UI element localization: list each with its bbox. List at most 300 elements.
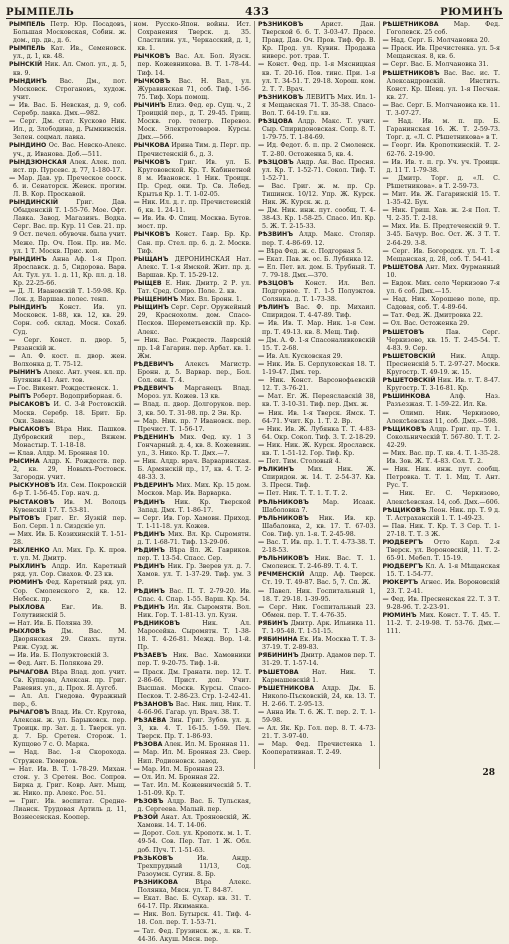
directory-entry bbox=[134, 669, 252, 701]
entry-details: Екат. Пав. ж. ос. Б. Лубянка 12. bbox=[266, 255, 374, 263]
entry-surname: РЫСАКОВЪ bbox=[9, 425, 51, 433]
entry-surname: РЫЧКОВА bbox=[133, 142, 170, 150]
entry-surname: — bbox=[133, 514, 140, 522]
entry-surname: — bbox=[133, 336, 140, 344]
directory-entry bbox=[134, 385, 252, 401]
entry-details: Григ. Дав. Обыденскій Т. 1-55-76. Мое. Офт. Лавка. Завод. Магазинъ. Водка. Серг. Вас. пр. Кур. 11 Сев. 21. пр. 9 Ост. печел. обувочн. была учит. Меже. Пр. Оч. Пон. Пр. ив. Мс. ул. 1 Т. Москв. Прис. коп. bbox=[13, 199, 127, 255]
entry-details: Евдок. Мих. село Черкизово 7-я ул. 6 соб. Дмх.—15. bbox=[386, 280, 500, 296]
directory-entry bbox=[134, 102, 252, 142]
directory-entry bbox=[383, 296, 501, 312]
directory-entry bbox=[383, 539, 501, 563]
entry-details: Праск. Дм. Гранатн. пер. 12. Т. 2-86-66. Прист. доп. Учит. Высшая. Москв. Курсы. Спасо-Песков. Т. 2-86-23. Стр. 1-2-42-41. bbox=[137, 668, 251, 700]
entry-surname: РЫНСКІЙ bbox=[9, 61, 43, 69]
directory-entry bbox=[383, 563, 501, 579]
entry-surname: РЫНДИНЪ bbox=[9, 304, 47, 312]
entry-details: Пет. Тим. Столовый 4. bbox=[266, 458, 341, 466]
entry-surname: РѢЗВИНЪ bbox=[258, 231, 294, 239]
directory-entry bbox=[258, 620, 376, 636]
entry-details: Вѣра Фед. ж. с. Подгорная 5. bbox=[266, 247, 363, 255]
entry-surname: — bbox=[382, 174, 389, 182]
directory-entry bbox=[9, 660, 127, 668]
directory-entry bbox=[134, 458, 252, 482]
directory-entry bbox=[258, 725, 376, 741]
entry-surname: — bbox=[258, 458, 265, 466]
directory-entry bbox=[258, 571, 376, 587]
directory-entry bbox=[9, 669, 127, 693]
directory-entry bbox=[383, 70, 501, 102]
entry-details: Алдр. К. Рождеств. пер. 2, кв. 29, Новыхъ-Ростовск. Загородн. учит. bbox=[13, 458, 127, 482]
directory-entry bbox=[9, 78, 127, 102]
entry-details: Ник. Вас. Т. 1. Смоленск. Т. 2-46-89. Т. 4. Т. bbox=[262, 555, 376, 571]
entry-details: Конст. Ив. ул. Московск. 1-88, кв. 12, кв. 29. Сорн. соб. склад. Мосн. Сохаб. Суд. bbox=[13, 304, 127, 336]
directory-entry bbox=[383, 102, 501, 118]
entry-surname: — bbox=[382, 190, 389, 198]
entry-surname: — bbox=[382, 142, 389, 150]
entry-details: Вѣра Алекс. Полянка, Мясн. ул. Т. 84-87. bbox=[137, 878, 251, 895]
directory-entry bbox=[383, 207, 501, 223]
directory-entry bbox=[383, 248, 501, 264]
directory-entry bbox=[258, 410, 376, 426]
entry-surname: РѢДИНЪ bbox=[133, 530, 165, 538]
entry-details: Роберт. Водоприборная. 6. bbox=[32, 393, 123, 401]
entry-details: Алдр. Дм. Б. Николо-Пъсковскій, 24, кв. 13. Т. Н. 2-66. Т. 2-95-13. bbox=[262, 684, 376, 708]
entry-details: Ид. Федот. б. п. пр. 2 Смоленск. Т. 2-80. Остоженка 5, кв. 4. bbox=[262, 142, 376, 158]
directory-entry bbox=[258, 393, 376, 409]
directory-entry bbox=[9, 393, 127, 401]
entry-details: Нат. Ив. Б. Поляна 39. bbox=[17, 619, 93, 627]
entry-details: Мар. Дав. ур. Преческое сооск. б. и. Сенаторск. Женск. прогим. Л. В. Кор. Проскавой. bbox=[13, 174, 127, 198]
entry-surname: РѢДЕНИНЪ bbox=[133, 433, 175, 441]
entry-surname: — bbox=[258, 255, 265, 263]
entry-surname: — bbox=[133, 773, 140, 781]
entry-details: Ос. Вас. Невско-Алекс. уч., д. Иванова. Доб.—511. bbox=[13, 142, 127, 158]
directory-entry bbox=[258, 466, 376, 490]
entry-surname: — bbox=[258, 441, 265, 449]
entry-surname: — bbox=[382, 61, 389, 69]
directory-entry bbox=[258, 741, 376, 757]
entry-surname: РЫЧИНЪ bbox=[133, 101, 166, 109]
directory-entry bbox=[258, 588, 376, 604]
entry-surname: — bbox=[382, 158, 389, 166]
entry-details: Олимп. Ник. Черкизово, Алексѣевская 11, соб. Дмх.—598. bbox=[386, 409, 500, 425]
entry-surname: РЫТОВЪ bbox=[9, 514, 40, 522]
entry-surname: — bbox=[9, 660, 16, 668]
entry-surname: РЫХЛОВЪ bbox=[9, 628, 46, 636]
entry-details: Ник. Ив. Б. Серпуховская 18. Т. 1-19-47. Дмх. тер. bbox=[262, 360, 376, 377]
entry-details: Тат. Фед. Ж. Дмитровка 22. bbox=[390, 312, 483, 320]
entry-surname: РѢДЕВИЧЪ bbox=[133, 360, 174, 368]
entry-surname: РЫСИНА bbox=[9, 458, 40, 466]
entry-surname: РѢЗЦОВЪ bbox=[258, 158, 294, 166]
entry-surname: РѢШЕТНИКОВЪ bbox=[382, 69, 440, 77]
column-3 bbox=[254, 21, 379, 769]
entry-surname: — bbox=[258, 741, 265, 749]
directory-entry bbox=[134, 280, 252, 296]
entry-details: Вас. Серг. Б. Молчановка кв. 11. Т. 3-07-27. bbox=[386, 101, 501, 118]
entry-details: Кат. Ив., Семеновск. ул., д. 1, кв. 48. bbox=[13, 45, 127, 61]
directory-entry bbox=[134, 782, 252, 798]
entry-details: Серг. Ив. Гор. Хамовн. Приход. Т. 1-11-18. ул. Кожев. bbox=[137, 514, 251, 530]
directory-entry bbox=[258, 652, 376, 668]
entry-details: Анат. Ал. Трояновскій, Ж. Хамовн. 14. Т. 14-06. bbox=[137, 814, 251, 830]
entry-details: Алдр. Макс. Т. учит. Сыр. Спиридоновская. Сопр. 8. Т. 1-79-75. Т. 1-84-69. bbox=[262, 118, 376, 142]
entry-surname: РѢШИНКОВА bbox=[382, 393, 431, 401]
directory-entry bbox=[383, 280, 501, 296]
entry-surname: — bbox=[133, 830, 140, 838]
entry-surname: РѢШЕТНИКОВА bbox=[258, 684, 315, 692]
entry-details: Пав. Ник. Т. Кр. Т. 3 Сер. Т. 1-27-18. Т. Т. 3 Ж. bbox=[386, 522, 500, 538]
entry-surname: — bbox=[382, 595, 389, 603]
entry-surname: РЫЧАГОВЪ bbox=[9, 708, 50, 716]
entry-details: Мих. Мих. Кр. 15 дом. Москов. Мар. Ив. Варварка. bbox=[137, 482, 251, 498]
directory-entry bbox=[383, 37, 501, 45]
entry-details: Алдр. Ил. Каретный ряд. ул. Сор. Сиахов. Ф. 23 кв. bbox=[13, 563, 127, 579]
directory-entry bbox=[134, 142, 252, 158]
entry-details: Мар. Ник. пр. 7 Ивановск. пер. Пречист. Т. 1-56-17. bbox=[137, 417, 251, 433]
directory-entry bbox=[134, 701, 252, 717]
entry-surname: — bbox=[133, 749, 140, 757]
entry-details: Клав. Алдр. М. Бронная 10. bbox=[17, 449, 110, 457]
entry-surname: РѢЗОВЪ bbox=[133, 798, 164, 805]
directory-entry bbox=[383, 159, 501, 175]
entry-surname: — bbox=[382, 280, 389, 287]
entry-details: Ник. Ив. Ж. Лубянка Т. Т. 4-83-64. Окр. Сокол. Тиф. 3. Т. 2-18-29. bbox=[262, 425, 376, 441]
entry-surname: РЫНДИНЪ bbox=[9, 77, 47, 85]
directory-entry bbox=[383, 579, 501, 595]
entry-surname: РЫЩАНЪ bbox=[133, 255, 169, 263]
entry-surname: РЫХЛИНЪ bbox=[9, 563, 47, 571]
entry-surname: — bbox=[258, 182, 265, 190]
entry-surname: — bbox=[382, 320, 389, 328]
directory-entry bbox=[134, 798, 252, 814]
entry-surname: РЫСАКОВЪ bbox=[9, 401, 51, 409]
entry-details: Павел. Ник. Госпитальный 1, 18. Т. 29-18. 1-39-95. bbox=[262, 587, 376, 603]
directory-entry bbox=[9, 256, 127, 288]
entry-details: И. С. 3-й Ростовскій. Москв. Серебр. 18. Брит. Бр. Оки. Завеан. bbox=[13, 401, 127, 425]
entry-surname: — bbox=[382, 466, 389, 474]
entry-surname: РЮМИНЪ bbox=[382, 611, 417, 619]
entry-details: Тат. Ил. М. Кожевническій 5. Т. 1-51-09. Кр. Т. bbox=[137, 781, 251, 797]
entry-details: Конст. Фед. пр. 1-я Мясницкая кв. Т. 20-16. Пов. тинс. При. 1-я ул. Т. 34-51. Т. 29-18. Хорош. ком. 2. Т. 7. Врач. bbox=[262, 61, 376, 93]
directory-entry bbox=[258, 709, 376, 725]
entry-surname: РѢЗНИКОВЪ bbox=[258, 93, 304, 101]
entry-details: Екат. Вас. Б. Сухар. кв. 31. Т. 64-17. Пр. Якиманка. bbox=[137, 895, 251, 911]
entry-details: Ник. Гриш. Хав. ж. 2-я Пол. Т. Ч. 2-35. Т. 2-18. bbox=[386, 207, 500, 223]
directory-entry bbox=[9, 604, 127, 620]
directory-entry bbox=[383, 312, 501, 320]
entry-surname: РѢЗАНОВЪ bbox=[133, 700, 174, 708]
entry-surname: — bbox=[258, 360, 265, 368]
directory-entry bbox=[134, 879, 252, 895]
directory-entry bbox=[134, 588, 252, 604]
entry-details: Ив. Ив. т. п. гр. Уч. уч. Троицк. д. 11 Т. 1-79-38. bbox=[386, 158, 500, 174]
entry-details: Мих. Вл. Кр. Сыромятн. д. Т. 1-68-71. Тиф. 13-29-06. bbox=[137, 530, 251, 546]
entry-details: Вас. Ник. лиц. Ник. Т. 4-66-96. Гагар. ул. Врач. 38. Т. bbox=[137, 700, 251, 716]
directory-entry bbox=[134, 895, 252, 911]
entry-surname: РЫНИНЪ bbox=[9, 369, 42, 377]
entry-surname: РѢЛИНЪ bbox=[258, 304, 290, 312]
entry-details: Анна Аф. 1-я Прол. Ярославск. д. 5, Сидорова. Варв. Ал. Тул. ул. 1. д. 11, Кр. пл. д. 18. Кр. 22-25-66. bbox=[13, 255, 127, 287]
entry-surname: РЫХЛОВА bbox=[9, 603, 45, 611]
entry-details: Мар. Фед. Пречистенка 1. Кооперативная. Т. 2-49. bbox=[262, 741, 376, 757]
directory-entry bbox=[258, 256, 376, 264]
entry-details: Вѣра Ник. Пашков. Дубровский пер., Вяжем. Монастыр. Т. 1-18-18. bbox=[13, 425, 127, 449]
entry-details: Ник. Гр. Зверев ул. д. 7. Хамов. ул. Т. 1-37-29. Тиф. ум. 3 Р. bbox=[137, 563, 251, 587]
entry-details: Мар. Ил. М. Бронная 23. Свер. Нип. Родионовск. завод. bbox=[137, 749, 251, 765]
directory-entry bbox=[134, 741, 252, 749]
entry-surname: РЮДБЕРГЪ bbox=[382, 563, 424, 571]
directory-entry bbox=[9, 21, 127, 45]
directory-entry bbox=[134, 78, 252, 102]
entry-surname: — bbox=[133, 401, 140, 409]
directory-entry bbox=[258, 442, 376, 458]
directory-entry bbox=[134, 620, 252, 652]
entry-surname: — bbox=[133, 458, 140, 466]
entry-surname: РЮДБЕРГЪ bbox=[382, 539, 424, 546]
entry-details: Тат. Фед. Грузинск. ж., л. кв. Т. 44-36. Акуш. Мясн. пер. bbox=[137, 927, 251, 943]
entry-surname: — bbox=[258, 247, 265, 255]
column-2 bbox=[130, 21, 255, 943]
directory-entry bbox=[258, 207, 376, 231]
entry-surname: — bbox=[9, 288, 16, 296]
entry-details: Ник. Вас. Хамовники пер. Т. 9-20-75. Тиф. 1-й. bbox=[137, 652, 251, 668]
entry-surname: — bbox=[258, 352, 265, 360]
entry-details: Серг. Дм. стат. Кусково Ник. Ил., д. Злободина, д. Рымкинскія. Зелен. соцмал. лавка. bbox=[13, 118, 127, 142]
directory-entry bbox=[383, 596, 501, 612]
directory-entry bbox=[258, 685, 376, 709]
directory-entry bbox=[9, 288, 127, 304]
entry-details: Дм. Вас. М. Дворянская 29. Сиахъ. путн. Ряж. Сузд. ж. bbox=[13, 628, 127, 652]
entry-details: Григ. Ив. воспитат. Средне-Лианск. Трудовая Артиль д. 11, Вознесенская. Коопер. bbox=[13, 798, 127, 822]
entry-details: Андр. Ан. Вас. Пресня. ул. Кр. Т. 1-52-71. Сокол. Тиф. Т. 1-52-71. bbox=[262, 158, 376, 182]
entry-details: Над. Серг. Б. Молчановка 20. bbox=[390, 37, 490, 45]
entry-surname: — bbox=[382, 312, 389, 320]
directory-entry bbox=[383, 353, 501, 377]
directory-entry bbox=[134, 296, 252, 304]
entry-details: Алек. Ил. М. Бронная 11. bbox=[164, 741, 250, 749]
entry-details: Мит. Ив. Ж. Гагаринскій 15. Т. 1-35-42. Бух. bbox=[386, 190, 500, 207]
directory-entry bbox=[134, 418, 252, 434]
directory-entry bbox=[134, 749, 252, 765]
entry-surname: — bbox=[9, 449, 16, 457]
directory-entry bbox=[258, 337, 376, 353]
entry-surname: РѢДЕРИНЪ bbox=[133, 482, 174, 490]
directory-entry bbox=[134, 652, 252, 668]
directory-entry bbox=[9, 159, 127, 175]
entry-details: Вѣра Влад. доп. учит. Св. Купцова, Алексан. пр. Григ. Раневия. ул., д. Прох. Я. Аугсб. bbox=[13, 668, 127, 692]
directory-entry bbox=[134, 766, 252, 774]
entry-surname: РѢЛЬНИКОВЪ bbox=[258, 498, 309, 506]
entry-surname: — bbox=[258, 490, 265, 498]
directory-entry bbox=[9, 337, 127, 353]
directory-entry bbox=[258, 490, 376, 498]
entry-details: Конст. Ил. Вел. Подгорное. Т. Г. 1-5 Полуэктов. Солянка. д. Т. 1-73-38. bbox=[262, 280, 376, 304]
entry-details: ном. Русско-Япон. войны. Ист. Сохранения Тверск. д. 35. Сластилин. ул., Черкасский, д. 1, кв. 1. bbox=[133, 21, 251, 53]
directory-entry bbox=[134, 830, 252, 854]
entry-surname: — bbox=[258, 708, 265, 716]
entry-details: Ал. Мих. Гр. К. пров. т. ул. М. Дмитр. bbox=[13, 547, 127, 563]
entry-details: Серг. Вас. Б. Молчановка 31. bbox=[390, 61, 489, 69]
entry-details: Мих. Фед. ку. 1 3 Гончарный. д. 4, кв. 8. Кожевник. ул., 3. Нико. Кр. Т. Дмх.—7. bbox=[137, 433, 251, 457]
entry-surname: РѢШЕТОВА bbox=[382, 263, 424, 271]
entry-details: Дм. А. Ф. 1-я Спасоналивковскій 15. Т. 2-68. bbox=[262, 336, 376, 352]
directory-entry bbox=[134, 434, 252, 458]
entry-surname: — bbox=[9, 652, 16, 660]
directory-entry bbox=[134, 401, 252, 417]
directory-entry bbox=[134, 159, 252, 199]
directory-entry bbox=[258, 458, 376, 466]
entry-surname: РЫНДЗЮНСКАЯ bbox=[9, 158, 67, 166]
entry-details: Ник. Ил. д. г. пр. Пречистенскій 6, кв. 1. 24-11. bbox=[137, 199, 251, 215]
entry-surname: — bbox=[258, 263, 265, 271]
entry-details: Ник. Ив. 1-я Тверск. Ямск. Т. 64-71. Учит. Кр. 1. Т. 2. Вр. bbox=[262, 409, 376, 425]
entry-details: Ал. Ф. кост. п. двор. жен. Волхонка д. Т. 75-12. bbox=[13, 352, 127, 368]
directory-entry bbox=[383, 191, 501, 207]
directory-entry bbox=[258, 353, 376, 361]
directory-entry bbox=[9, 385, 127, 393]
entry-details: Серг. Серг. Оружейный 29, Краснохолм. дом. Спасо-Песков. Шереметьевскій пр. Кр. Алекс. bbox=[137, 304, 251, 336]
directory-entry bbox=[383, 393, 501, 409]
directory-entry bbox=[134, 911, 252, 927]
directory-entry bbox=[9, 142, 127, 158]
entry-surname: РѢДИНЪ bbox=[133, 587, 165, 595]
entry-surname: РЫЩЕНИНЪ bbox=[133, 296, 179, 304]
column-4 bbox=[379, 21, 504, 769]
directory-entry bbox=[258, 361, 376, 377]
directory-entry bbox=[258, 142, 376, 158]
entry-surname: РѢШЕТОВА bbox=[258, 668, 299, 676]
entry-surname: — bbox=[258, 587, 265, 595]
directory-entry bbox=[9, 175, 127, 199]
entry-details: Георг. Ив. Кропоткинскій. Т. 2-62-76. 2-19-90. bbox=[386, 142, 500, 158]
directory-entry bbox=[9, 515, 127, 531]
entry-details: Ив. Вас. Б. Невская, д. 9, соб. Серебр. лавка. Дмх.—982. bbox=[13, 101, 127, 118]
directory-entry bbox=[134, 717, 252, 741]
entry-surname: — bbox=[9, 530, 16, 538]
entry-details: Ел. Пет. вл. дом. Б. Трубный. Т. 7. 79-18. Дмх.—370. bbox=[262, 263, 376, 279]
entry-surname: — bbox=[133, 215, 140, 223]
entry-details: Над. Ник. Хорошево поле, пр. Садовая, соб. Т. 4-89-64. bbox=[386, 296, 500, 312]
entry-details: ДЕРОНИНСКАЯ Нат. Алекс. Т. 1-я Ямской. Жит. пр. д. Варшав. Кр. Т. 15-29-12. bbox=[137, 255, 251, 279]
directory-entry bbox=[9, 798, 127, 822]
entry-details: Алф. Наз. Разъезжая. Т. 1-59-22. Ил. Кв. bbox=[386, 393, 500, 409]
directory-entry bbox=[134, 855, 252, 879]
directory-entry bbox=[258, 118, 376, 142]
entry-details: Нат. Ив. В. Т. 1-78-29. Михан. стон. у. 3 Сретен. Вос. Сопров. Бирка д. Григ. Ковр. Ант. Мыщ. ж. Нико. пр. Алекс. Рос. 51. bbox=[13, 765, 127, 797]
directory-entry bbox=[9, 499, 127, 515]
entry-surname: — bbox=[382, 409, 389, 417]
entry-surname: — bbox=[258, 377, 265, 385]
entry-details: Алдр. Аф. Тверск. Ст. 19. Т. 49-87. Вас. 5, 7. Сп. Ж. bbox=[262, 571, 376, 587]
entry-details: Ив. Ив. Б. Полуэктовскій 3. bbox=[17, 652, 109, 660]
entry-surname: РЫНДИНСКІЙ bbox=[9, 199, 59, 207]
directory-entry bbox=[258, 183, 376, 207]
entry-surname: РЫПЪ bbox=[9, 393, 31, 401]
entry-details: Вас. Ф. пр. Михаил. Спиридон. Т. 4-47-89. Тиф. bbox=[262, 304, 376, 320]
entry-surname: РѢЛЬНИКОВЪ bbox=[258, 555, 309, 563]
entry-surname: РЫНДИНЪ bbox=[9, 255, 47, 263]
entry-surname: РЯБИНИНА bbox=[258, 636, 298, 644]
entry-surname: РѢЛКИНЪ bbox=[258, 466, 295, 474]
directory-entry bbox=[134, 53, 252, 77]
directory-entry bbox=[258, 159, 376, 183]
directory-entry bbox=[258, 669, 376, 685]
directory-entry bbox=[258, 61, 376, 93]
entry-details: Ник. Ник. инж. пут. сообщ. Петровка. Т. Т. 1. Мщ. Т. Ант. Рус. Т. bbox=[386, 466, 500, 490]
entry-surname: РЫНДИНО bbox=[9, 142, 47, 150]
entry-details: Пет. Ник. Т. Т. 1. Т. Т. 2. bbox=[266, 490, 348, 498]
entry-details: Алекс. Ант. учен. кл. пр. Бутякин 41. Ант. тов. bbox=[13, 369, 127, 385]
entry-details: Д. Л. Ивановскій Т. 1-59-98. Кр. Лок. д. Варшав. полес. тенп. bbox=[13, 288, 127, 304]
directory-entry bbox=[134, 563, 252, 587]
directory-entry bbox=[383, 45, 501, 61]
directory-entry bbox=[258, 94, 376, 118]
entry-details: Дмитр. Адамов пер. Т. 31-29. Т. 1-57-14. bbox=[262, 652, 376, 668]
directory-entry bbox=[383, 490, 501, 506]
directory-entry bbox=[383, 612, 501, 636]
entry-surname: РЫСТАКОВЪ bbox=[9, 498, 55, 506]
directory-entry bbox=[9, 482, 127, 498]
directory-entry bbox=[383, 377, 501, 393]
entry-surname: — bbox=[133, 765, 140, 773]
directory-entry bbox=[258, 377, 376, 393]
entry-surname: РѢШЕТНИКОВА bbox=[382, 21, 439, 28]
entry-surname: — bbox=[258, 725, 265, 733]
directory-entry bbox=[134, 21, 252, 53]
entry-surname: РѢШЕТОВСКІЙ bbox=[382, 352, 436, 360]
directory-entry bbox=[383, 466, 501, 490]
directory-entry bbox=[134, 337, 252, 361]
entry-details: Отто Карл. 2-я Тверск. ул. Вороновскій, 11. Т. 2-65-91. Мебел. Т. 15-19. bbox=[386, 539, 500, 563]
directory-entry bbox=[9, 450, 127, 458]
entry-surname: — bbox=[9, 101, 16, 109]
entry-surname: РѢЗЦОВЪ bbox=[258, 280, 294, 287]
entry-details: Мих. Вас. пр. Т. кв. 4. Т. 1-35-28. Ив. Зов. Ж. Т. 4-83. Сол. Т. 2. bbox=[386, 449, 500, 466]
entry-surname: — bbox=[9, 385, 16, 393]
entry-surname: — bbox=[133, 417, 140, 425]
entry-details: Ник. Ал. Смол. ул., д. 5, кв. 9. bbox=[13, 61, 127, 77]
entry-details: Вас. Григ. ж. м. пр. Ср. Тишинск. 10/12. Упр. Ж. Курск. Ник. Ж. Курск. ж. д. bbox=[262, 182, 376, 207]
entry-details: Алек. Алек. пол. ист. пр. Пурсевс. д. 77, 1-180-17. bbox=[13, 158, 127, 174]
entry-details: Ив. Ал. Кусковская 29. bbox=[266, 352, 343, 360]
entry-surname: РѢЩИКОВЪ bbox=[382, 425, 427, 433]
directory-entry bbox=[9, 45, 127, 61]
directory-entry bbox=[258, 320, 376, 336]
directory-entry bbox=[383, 223, 501, 247]
entry-surname: — bbox=[9, 765, 16, 773]
entry-details: Ник. Кр. Тверской Запад. Дмх. Т. 1-86-17. bbox=[137, 498, 251, 514]
entry-surname: РѢЗЬКОВЪ bbox=[133, 854, 174, 862]
entry-surname: — bbox=[258, 539, 265, 546]
directory-entry bbox=[134, 361, 252, 385]
entry-surname: — bbox=[382, 45, 389, 53]
entry-surname: — bbox=[382, 37, 389, 45]
entry-details: Мих. Ник. Ж. Спиридон. ж. 14. Т. 2-54-37. Кв. 3. Пресн. Тиф. bbox=[262, 466, 376, 490]
entry-surname: — bbox=[133, 781, 140, 789]
entry-surname: РѢДИНЪ bbox=[133, 603, 165, 611]
directory-entry bbox=[134, 531, 252, 547]
entry-surname: РѢДНИКОВЪ bbox=[133, 619, 180, 627]
entry-details: Фед. Ив. Пресненская 22. Т. 3 Т. 9-28-96. Т. 2-23-91. bbox=[386, 595, 500, 611]
directory-entry bbox=[134, 515, 252, 531]
entry-surname: РѢДИНЪ bbox=[133, 498, 165, 506]
entry-details: Мих. Ив. Б. Предтеченскій 9. Т. 3-45. Бачур. Вос. Ост. Ж. 3 Т. Т. 2-64-29. 3-8. bbox=[386, 223, 500, 247]
directory-entry bbox=[9, 693, 127, 709]
entry-details: Над. Вас. 1-я Скорохода. Стружев. Тюмеров. bbox=[13, 749, 127, 765]
entry-details: Вас. Дм., пот. Московск. Строгановъ, худож. учит. bbox=[13, 77, 127, 101]
entry-surname: — bbox=[133, 895, 140, 903]
entry-details: Гос. Викент. Рождественск. 1. bbox=[17, 385, 119, 393]
